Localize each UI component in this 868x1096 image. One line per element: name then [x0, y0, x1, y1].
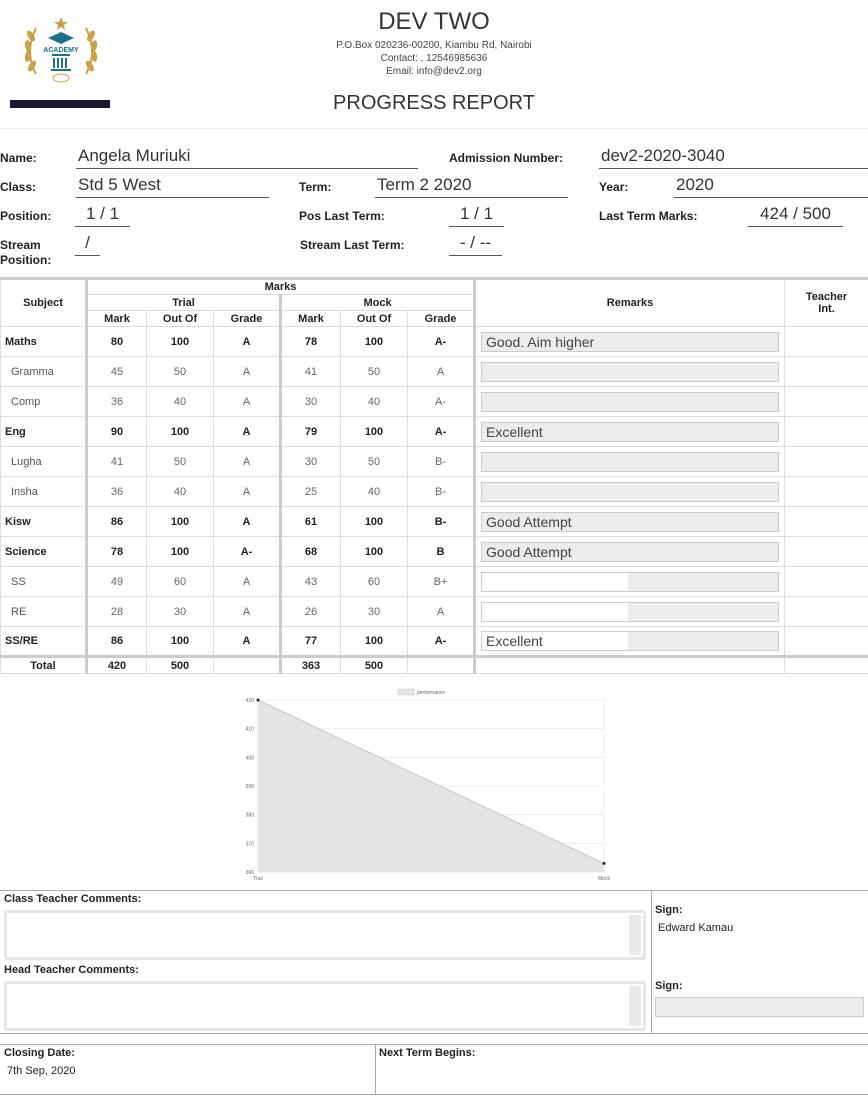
subject-cell: Gramma	[1, 357, 87, 387]
trial-grade-cell: A	[214, 507, 281, 537]
head-teacher-sign-label: Sign:	[655, 980, 683, 992]
class-teacher-comments-scrollbar[interactable]	[629, 915, 641, 955]
mock-header: Mock	[281, 295, 475, 311]
chart-x-tick: Trial	[253, 876, 263, 882]
mock-grade-cell: A-	[408, 387, 475, 417]
total-mock-outof: 500	[341, 657, 408, 674]
table-row	[1, 477, 868, 507]
subject-cell: SS	[1, 567, 87, 597]
subject-cell: Kisw	[1, 507, 87, 537]
trial-outof-cell: 100	[147, 507, 214, 537]
chart-y-tick: 390	[245, 784, 254, 790]
pos-last-label: Pos Last Term:	[299, 209, 385, 223]
table-row	[1, 507, 868, 537]
chart-y-tick: 410	[245, 726, 254, 733]
chart-y-tick: 370	[245, 841, 254, 848]
comments-top-divider	[0, 890, 868, 891]
teacher-header	[785, 279, 868, 327]
class-teacher-sign-name: Edward Kamau	[658, 922, 734, 934]
remark-input[interactable]: Good Attempt	[481, 542, 779, 562]
table-row	[1, 627, 868, 657]
school-email: Email: info@dev2.org	[386, 66, 482, 77]
total-trial-outof: 500	[147, 657, 214, 674]
mock-outof-cell: 50	[341, 357, 408, 387]
trial-outof-cell: 30	[147, 597, 214, 627]
remarks-cell	[475, 537, 785, 567]
mock-outof-cell: 40	[341, 387, 408, 417]
subject-cell: Comp	[1, 387, 87, 417]
admission-value: dev2-2020-3040	[599, 145, 868, 169]
remarks-header: Remarks	[475, 279, 785, 327]
mock-grade-cell: A	[408, 597, 475, 627]
trial-grade-cell: A	[214, 417, 281, 447]
trial-grade-cell: A	[214, 447, 281, 477]
remarks-cell	[475, 357, 785, 387]
table-row	[1, 567, 868, 597]
stream-position-value: /	[75, 232, 100, 256]
remarks-cell	[475, 567, 785, 597]
mock-grade-header: Grade	[408, 311, 475, 327]
teacher-cell	[785, 357, 868, 387]
remarks-cell	[475, 387, 785, 417]
trial-grade-cell: A	[214, 327, 281, 357]
trial-grade-cell: A	[214, 567, 281, 597]
mock-grade-cell: A-	[408, 417, 475, 447]
class-teacher-comments-box[interactable]	[4, 910, 646, 960]
table-row	[1, 447, 868, 477]
mock-outof-cell: 100	[341, 507, 408, 537]
subject-cell: RE	[1, 597, 87, 627]
remark-input[interactable]	[481, 362, 779, 382]
class-teacher-sign-label: Sign:	[655, 904, 683, 916]
remark-input[interactable]	[481, 482, 779, 502]
last-marks-value: 424 / 500	[748, 203, 843, 227]
table-row	[1, 597, 868, 627]
mock-mark-cell: 78	[281, 327, 341, 357]
admission-label: Admission Number:	[449, 151, 564, 165]
stream-label: Stream	[0, 238, 41, 252]
trial-grade-cell: A-	[214, 537, 281, 567]
school-name: DEV TWO	[378, 8, 490, 35]
teacher-cell	[785, 447, 868, 477]
mock-outof-cell: 100	[341, 327, 408, 357]
mock-grade-cell: B-	[408, 447, 475, 477]
trial-outof-cell: 100	[147, 417, 214, 447]
remark-input[interactable]: Excellent	[481, 631, 779, 651]
trial-outof-header: Out Of	[147, 311, 214, 327]
chart-point	[603, 862, 606, 865]
mock-mark-header: Mark	[281, 311, 341, 327]
trial-mark-cell: 41	[87, 447, 147, 477]
table-row	[1, 537, 868, 567]
head-teacher-comments-scrollbar[interactable]	[629, 986, 641, 1026]
trial-grade-cell: A	[214, 627, 281, 657]
remark-input[interactable]	[481, 572, 779, 592]
mock-grade-cell: B	[408, 537, 475, 567]
chart-y-tick: 420	[245, 698, 254, 704]
name-label: Name:	[0, 151, 37, 165]
trial-grade-cell: A	[214, 387, 281, 417]
teacher-cell	[785, 417, 868, 447]
teacher-cell	[785, 507, 868, 537]
mock-grade-cell: A-	[408, 327, 475, 357]
remarks-cell	[475, 327, 785, 357]
teacher-cell	[785, 327, 868, 357]
table-row	[1, 357, 868, 387]
mock-grade-cell: B-	[408, 477, 475, 507]
head-teacher-sign-box[interactable]	[655, 997, 864, 1017]
trial-grade-cell: A	[214, 597, 281, 627]
mock-mark-cell: 79	[281, 417, 341, 447]
total-mock-mark: 363	[281, 657, 341, 674]
trial-mark-cell: 49	[87, 567, 147, 597]
dates-top-divider	[0, 1044, 868, 1045]
trial-mark-cell: 86	[87, 507, 147, 537]
term-value: Term 2 2020	[375, 174, 568, 198]
subject-cell: Maths	[1, 327, 87, 357]
dates-vertical-divider	[375, 1044, 376, 1094]
report-title: PROGRESS REPORT	[333, 92, 535, 114]
subject-cell: Science	[1, 537, 87, 567]
teacher-header-line2: Int.	[818, 303, 835, 315]
mock-mark-cell: 77	[281, 627, 341, 657]
trial-outof-cell: 60	[147, 567, 214, 597]
total-remarks	[475, 657, 785, 674]
last-marks-label: Last Term Marks:	[599, 209, 698, 223]
remark-input[interactable]	[481, 392, 779, 412]
trial-outof-cell: 100	[147, 327, 214, 357]
position-value: 1 / 1	[75, 203, 130, 227]
remarks-cell	[475, 447, 785, 477]
trial-mark-cell: 45	[87, 357, 147, 387]
trial-mark-header: Mark	[87, 311, 147, 327]
pos-last-value: 1 / 1	[449, 203, 504, 227]
trial-grade-cell: A	[214, 477, 281, 507]
trial-outof-cell: 40	[147, 387, 214, 417]
trial-grade-header: Grade	[214, 311, 281, 327]
mock-outof-cell: 50	[341, 447, 408, 477]
remarks-cell	[475, 627, 785, 657]
remarks-cell	[475, 477, 785, 507]
subject-cell: Insha	[1, 477, 87, 507]
total-teacher	[785, 657, 868, 674]
mock-grade-cell: B-	[408, 507, 475, 537]
teacher-cell	[785, 537, 868, 567]
school-contact: Contact: , 12546985636	[380, 53, 488, 64]
mock-outof-header: Out Of	[341, 311, 408, 327]
stream-last-label: Stream Last Term:	[300, 238, 405, 252]
trial-mark-cell: 90	[87, 417, 147, 447]
mock-outof-cell: 100	[341, 417, 408, 447]
table-row	[1, 417, 868, 447]
closing-date-value: 7th Sep, 2020	[7, 1065, 76, 1077]
total-mock-grade	[408, 657, 475, 674]
remark-input[interactable]	[481, 452, 779, 472]
remark-input[interactable]	[481, 602, 779, 622]
school-address: P.O.Box 020236-00200, Kiambu Rd, Nairobi	[336, 40, 532, 51]
mock-mark-cell: 41	[281, 357, 341, 387]
mock-mark-cell: 30	[281, 447, 341, 477]
teacher-cell	[785, 627, 868, 657]
chart-x-tick: Mock	[598, 876, 610, 882]
total-trial-mark: 420	[87, 657, 147, 674]
remarks-cell	[475, 507, 785, 537]
mock-mark-cell: 43	[281, 567, 341, 597]
name-value: Angela Muriuki	[76, 145, 418, 169]
comments-vertical-divider	[651, 890, 652, 1033]
mock-outof-cell: 30	[341, 597, 408, 627]
mock-grade-cell: A-	[408, 627, 475, 657]
mock-outof-cell: 40	[341, 477, 408, 507]
mock-outof-cell: 100	[341, 537, 408, 567]
position-label: Position:	[0, 209, 52, 223]
mock-mark-cell: 68	[281, 537, 341, 567]
class-value: Std 5 West	[76, 174, 269, 198]
trial-mark-cell: 86	[87, 627, 147, 657]
class-teacher-comments-label: Class Teacher Comments:	[4, 893, 142, 905]
stream-label-2: Position:	[0, 253, 52, 267]
subject-cell: SS/RE	[1, 627, 87, 657]
trial-mark-cell: 28	[87, 597, 147, 627]
marks-table	[0, 277, 868, 674]
class-label: Class:	[0, 180, 37, 194]
mock-mark-cell: 61	[281, 507, 341, 537]
chart-point	[257, 699, 260, 702]
subject-header: Subject	[1, 279, 87, 327]
dates-bottom-divider	[0, 1094, 868, 1095]
mock-mark-cell: 26	[281, 597, 341, 627]
mock-mark-cell: 30	[281, 387, 341, 417]
trial-outof-cell: 100	[147, 537, 214, 567]
performance-chart	[236, 686, 616, 886]
table-row	[1, 327, 868, 357]
chart-legend-swatch	[398, 689, 414, 695]
remark-input[interactable]: Good. Aim higher	[481, 332, 779, 352]
subject-cell: Lugha	[1, 447, 87, 477]
remarks-cell	[475, 417, 785, 447]
next-term-label: Next Term Begins:	[379, 1047, 476, 1059]
teacher-cell	[785, 567, 868, 597]
total-label: Total	[1, 657, 87, 674]
mock-mark-cell: 25	[281, 477, 341, 507]
closing-date-label: Closing Date:	[4, 1047, 75, 1059]
trial-outof-cell: 100	[147, 627, 214, 657]
table-row	[1, 387, 868, 417]
teacher-cell	[785, 477, 868, 507]
year-label: Year:	[599, 180, 629, 194]
head-teacher-comments-box[interactable]	[4, 981, 646, 1031]
trial-outof-cell: 50	[147, 447, 214, 477]
year-value: 2020	[674, 174, 868, 198]
remark-input[interactable]: Excellent	[481, 422, 779, 442]
head-teacher-comments-label: Head Teacher Comments:	[4, 964, 139, 976]
chart-legend-label: performance	[417, 690, 446, 696]
trial-outof-cell: 50	[147, 357, 214, 387]
trial-mark-cell: 36	[87, 477, 147, 507]
teacher-header-line1: Teacher	[805, 291, 848, 303]
trial-outof-cell: 40	[147, 477, 214, 507]
teacher-cell	[785, 387, 868, 417]
trial-header: Trial	[87, 295, 281, 311]
remarks-cell	[475, 597, 785, 627]
trial-grade-cell: A	[214, 357, 281, 387]
comments-bottom-divider	[0, 1033, 868, 1034]
trial-mark-cell: 36	[87, 387, 147, 417]
header-divider	[0, 128, 868, 129]
trial-mark-cell: 78	[87, 537, 147, 567]
remark-input[interactable]: Good Attempt	[481, 512, 779, 532]
total-trial-grade	[214, 657, 281, 674]
trial-mark-cell: 80	[87, 327, 147, 357]
marks-header: Marks	[87, 279, 475, 295]
mock-outof-cell: 60	[341, 567, 408, 597]
mock-outof-cell: 100	[341, 627, 408, 657]
stream-last-value: - / --	[449, 232, 502, 256]
subject-cell: Eng	[1, 417, 87, 447]
chart-y-tick: 380	[245, 812, 254, 819]
mock-grade-cell: B+	[408, 567, 475, 597]
svg-text:ACADEMY: ACADEMY	[43, 47, 79, 54]
mock-grade-cell: A	[408, 357, 475, 387]
term-label: Term:	[299, 180, 332, 194]
chart-y-tick: 360	[245, 870, 254, 876]
teacher-cell	[785, 597, 868, 627]
chart-y-tick: 400	[245, 755, 254, 762]
